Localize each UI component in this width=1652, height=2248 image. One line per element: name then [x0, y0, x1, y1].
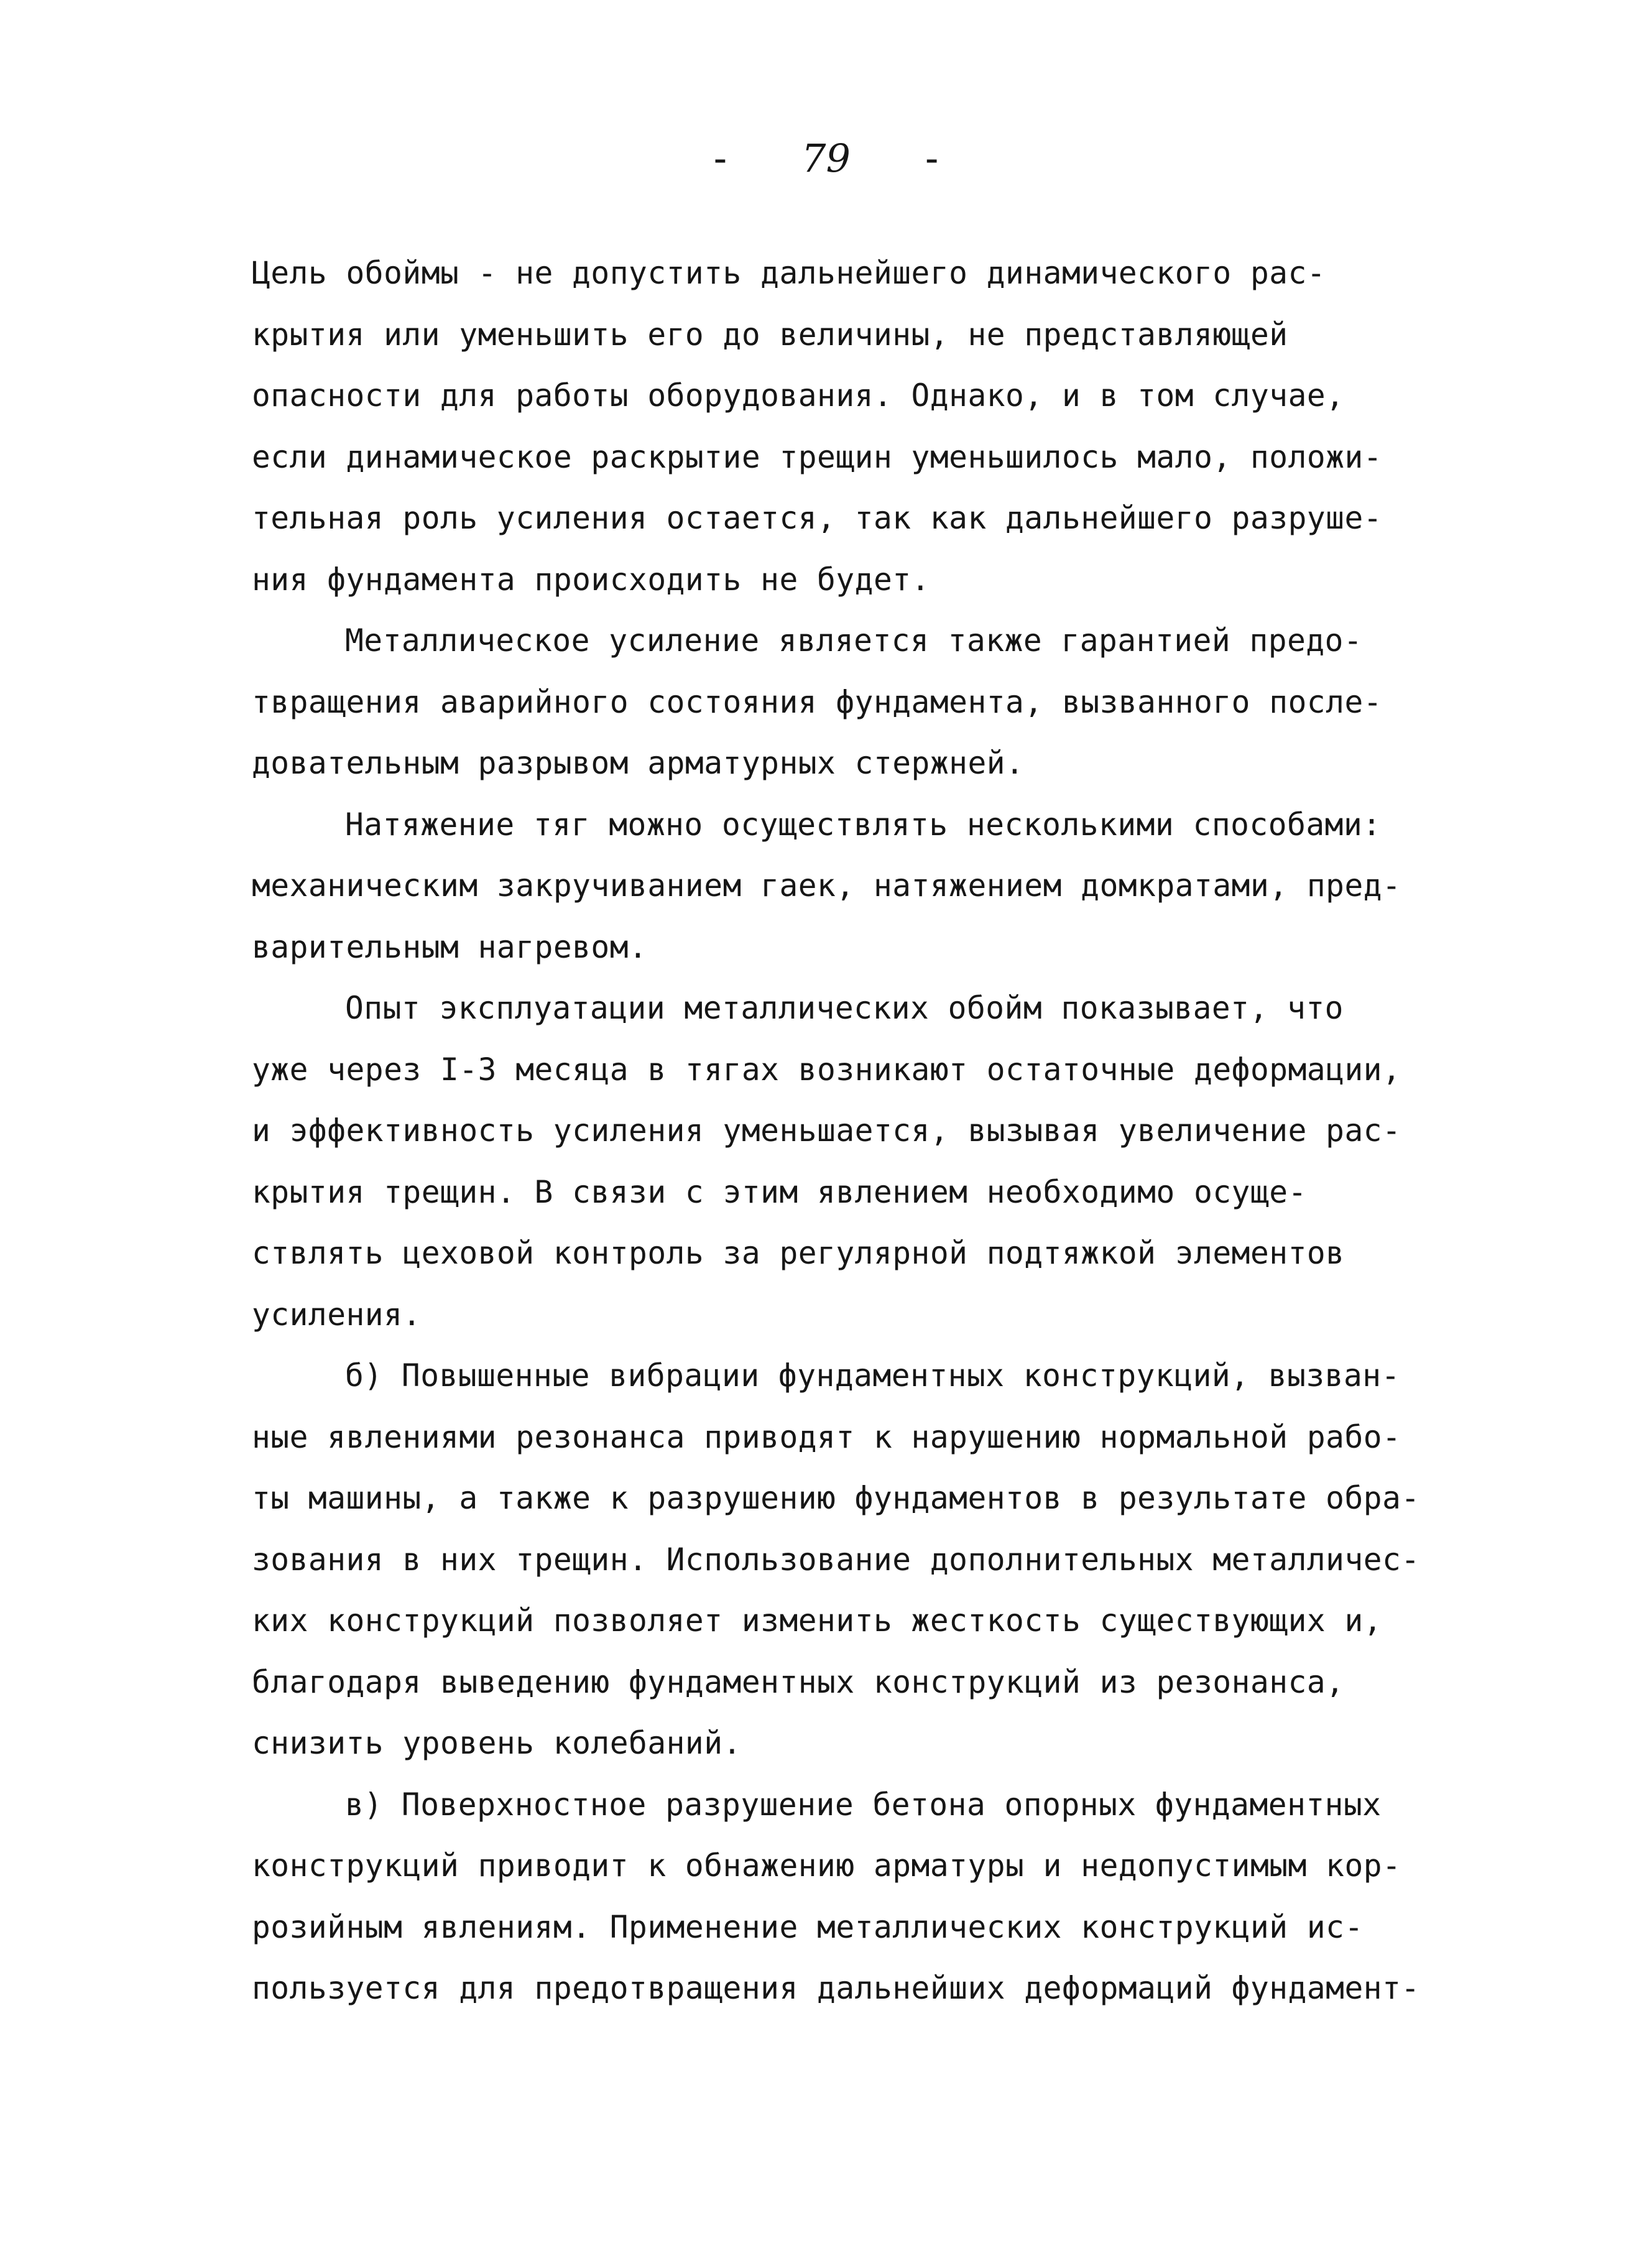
text-line: довательным разрывом арматурных стержней. — [252, 745, 1025, 781]
text-line: снизить уровень колебаний. — [252, 1725, 742, 1761]
text-line: уже через I-3 месяца в тягах возникают остаточные деформации, — [252, 1051, 1401, 1088]
text-line: варительным нагревом. — [252, 928, 648, 965]
text-line: Цель обоймы - не допустить дальнейшего динамического рас- — [252, 255, 1326, 291]
text-line: усиления. — [252, 1296, 422, 1333]
text-line: благодаря выведению фундаментных конструкций из резонанса, — [252, 1663, 1345, 1700]
body-text — [252, 243, 1495, 2019]
paragraph-first-line: в) Поверхностное разрушение бетона опорных фундаментных — [345, 1786, 1382, 1823]
page-number-dash-left: - — [708, 136, 732, 181]
paragraph-first-line: б) Повышенные вибрации фундаментных конструкций, вызван- — [345, 1358, 1400, 1394]
text-line: ния фундамента происходить не будет. — [252, 561, 930, 598]
paragraph-first-line: Натяжение тяг можно осуществлять несколькими способами: — [345, 806, 1382, 843]
text-line: пользуется для предотвращения дальнейших деформаций фундамент- — [252, 1970, 1420, 2006]
text-line: ствлять цеховой контроль за регулярной подтяжкой элементов — [252, 1235, 1345, 1271]
text-line: опасности для работы оборудования. Однако, и в том случае, — [252, 377, 1345, 414]
text-line: твращения аварийного состояния фундамента, вызванного после- — [252, 683, 1383, 720]
text-line: крытия трещин. В связи с этим явлением необходимо осуще- — [252, 1173, 1307, 1210]
text-line: зования в них трещин. Использование дополнительных металличес- — [252, 1541, 1420, 1578]
text-line: механическим закручиванием гаек, натяжением домкратами, пред- — [252, 867, 1401, 904]
page-number-value: 79 — [801, 136, 851, 181]
text-line: конструкций приводит к обнажению арматуры и недопустимым кор- — [252, 1848, 1401, 1884]
text-line: если динамическое раскрытие трещин уменьшилось мало, положи- — [252, 438, 1383, 475]
text-line: ты машины, а также к разрушению фундаментов в результате обра- — [252, 1480, 1420, 1516]
page-number-dash-right: - — [920, 136, 944, 181]
paragraph-first-line: Металлическое усиление является также гарантией предо- — [345, 622, 1363, 659]
text-line: тельная роль усиления остается, так как дальнейшего разруше- — [252, 500, 1383, 536]
text-line: крытия или уменьшить его до величины, не представляющей — [252, 316, 1288, 353]
text-line: ные явлениями резонанса приводят к нарушению нормальной рабо- — [252, 1418, 1401, 1455]
paragraph-first-line: Опыт эксплуатации металлических обойм показывает, что — [345, 990, 1344, 1026]
text-line: ких конструкций позволяет изменить жесткость существующих и, — [252, 1603, 1383, 1639]
page-number — [0, 134, 1652, 183]
text-line: розийным явлениям. Применение металлических конструкций ис- — [252, 1908, 1364, 1945]
text-line: и эффективность усиления уменьшается, вызывая увеличение рас- — [252, 1112, 1401, 1149]
